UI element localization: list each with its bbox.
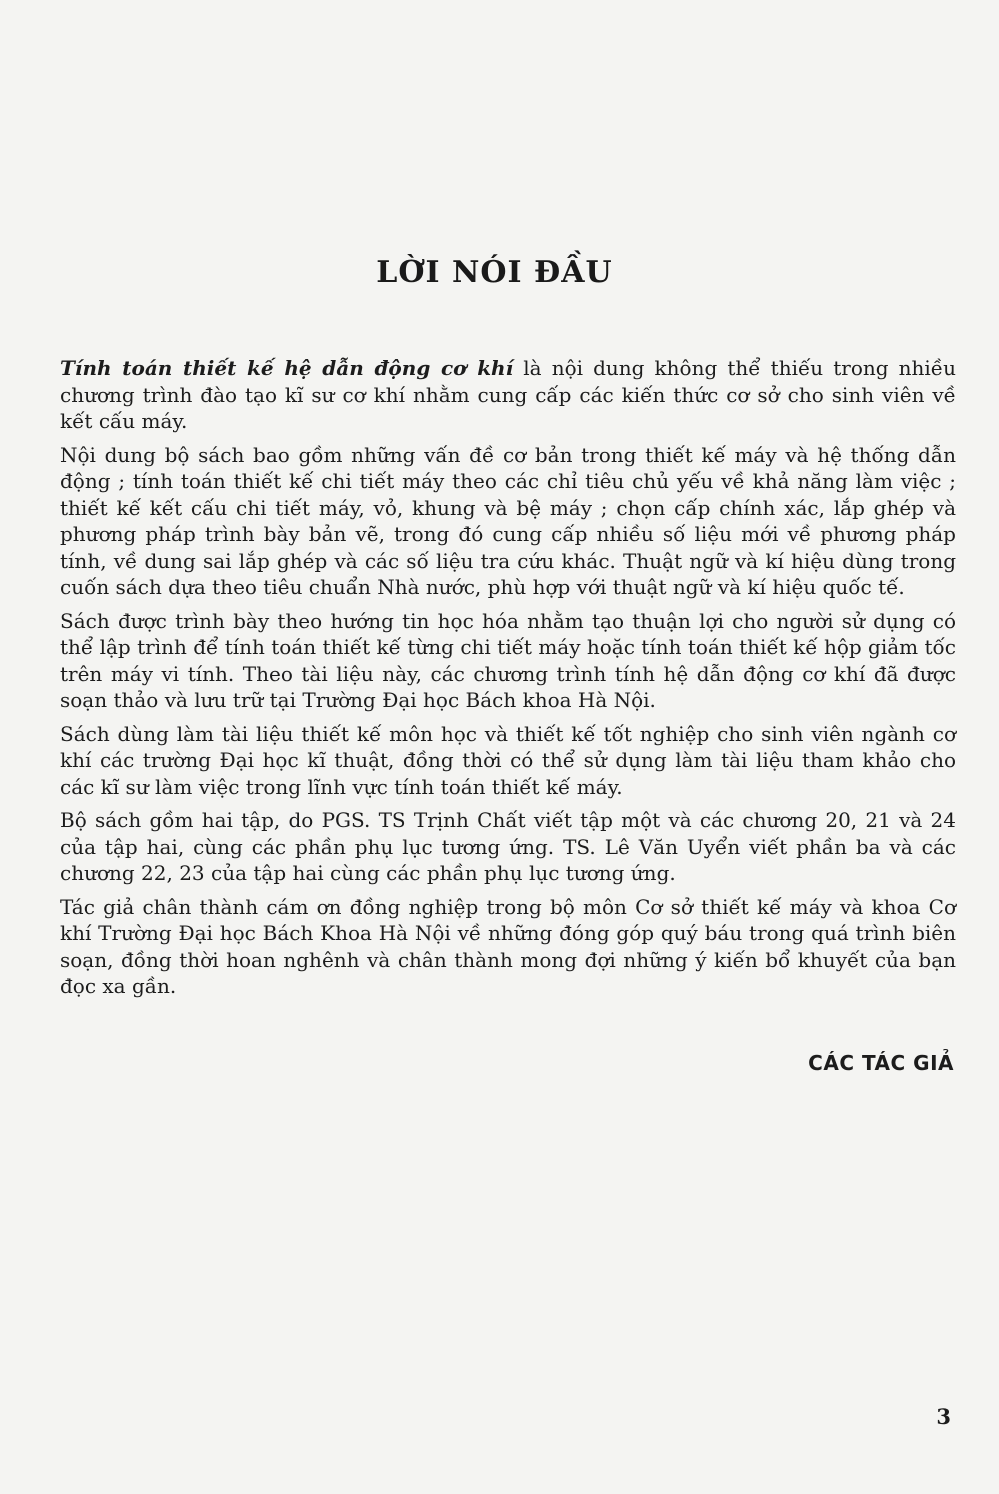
paragraph-2-text: Nội dung bộ sách bao gồm những vấn đề cơ bản trong thiết kế máy và hệ thống dẫn động ; tính toán thiết kế chi tiết máy theo các chỉ tiêu chủ yếu về khả năng làm việc ; thiết kế kết cấu chi tiết máy, vỏ, khung và bệ máy ; chọn cấp chính xác, lắp ghép và phương pháp trình bày bản vẽ, trong đó cung cấp nhiều số liệu mới về phương pháp tính, về dung sai lắp ghép và các số liệu tra cứu khác. Thuật ngữ và kí hiệu dùng trong cuốn sách dựa theo tiêu chuẩn Nhà nước, phù hợp với thuật ngữ và kí hiệu quốc tế. [60,442,956,599]
author-signature: CÁC TÁC GIẢ [808,1051,954,1075]
page-number: 3 [936,1404,951,1429]
paragraph-4-text: Sách dùng làm tài liệu thiết kế môn học và thiết kế tốt nghiệp cho sinh viên ngành cơ khí các trường Đại học kĩ thuật, đồng thời có thể sử dụng làm tài liệu tham khảo cho các kĩ sư làm việc trong lĩnh vực tính toán thiết kế máy. [60,721,956,799]
paragraph-6 [60,894,956,1000]
paragraph-1-lead: Tính toán thiết kế hệ dẫn động cơ khí [60,356,514,380]
page-title: LỜI NÓI ĐẦU [376,255,613,290]
paragraph-3 [60,608,956,714]
preface-body [60,355,956,1007]
paragraph-3-text: Sách được trình bày theo hướng tin học hóa nhằm tạo thuận lợi cho người sử dụng có thể lập trình để tính toán thiết kế từng chi tiết máy hoặc tính toán thiết kế hộp giảm tốc trên máy vi tính. Theo tài liệu này, các chương trình tính hệ dẫn động cơ khí đã được soạn thảo và lưu trữ tại Trường Đại học Bách khoa Hà Nội. [60,608,956,712]
paragraph-6-text: Tác giả chân thành cám ơn đồng nghiệp trong bộ môn Cơ sở thiết kế máy và khoa Cơ khí Trường Đại học Bách Khoa Hà Nội về những đóng góp quý báu trong quá trình biên soạn, đồng thời hoan nghênh và chân thành mong đợi những ý kiến bổ khuyết của bạn đọc xa gần. [60,894,956,998]
paragraph-1 [60,355,956,435]
paragraph-5 [60,807,956,887]
paragraph-4 [60,721,956,801]
paragraph-1-text: là nội dung không thể thiếu trong nhiều chương trình đào tạo kĩ sư cơ khí nhằm cung cấp các kiến thức cơ sở cho sinh viên về kết cấu máy. [60,356,956,433]
paragraph-5-text: Bộ sách gồm hai tập, do PGS. TS Trịnh Chất viết tập một và các chương 20, 21 và 24 của tập hai, cùng các phần phụ lục tương ứng. TS. Lê Văn Uyển viết phần ba và các chương 22, 23 của tập hai cùng các phần phụ lục tương ứng. [60,808,956,885]
paragraph-2 [60,442,956,601]
